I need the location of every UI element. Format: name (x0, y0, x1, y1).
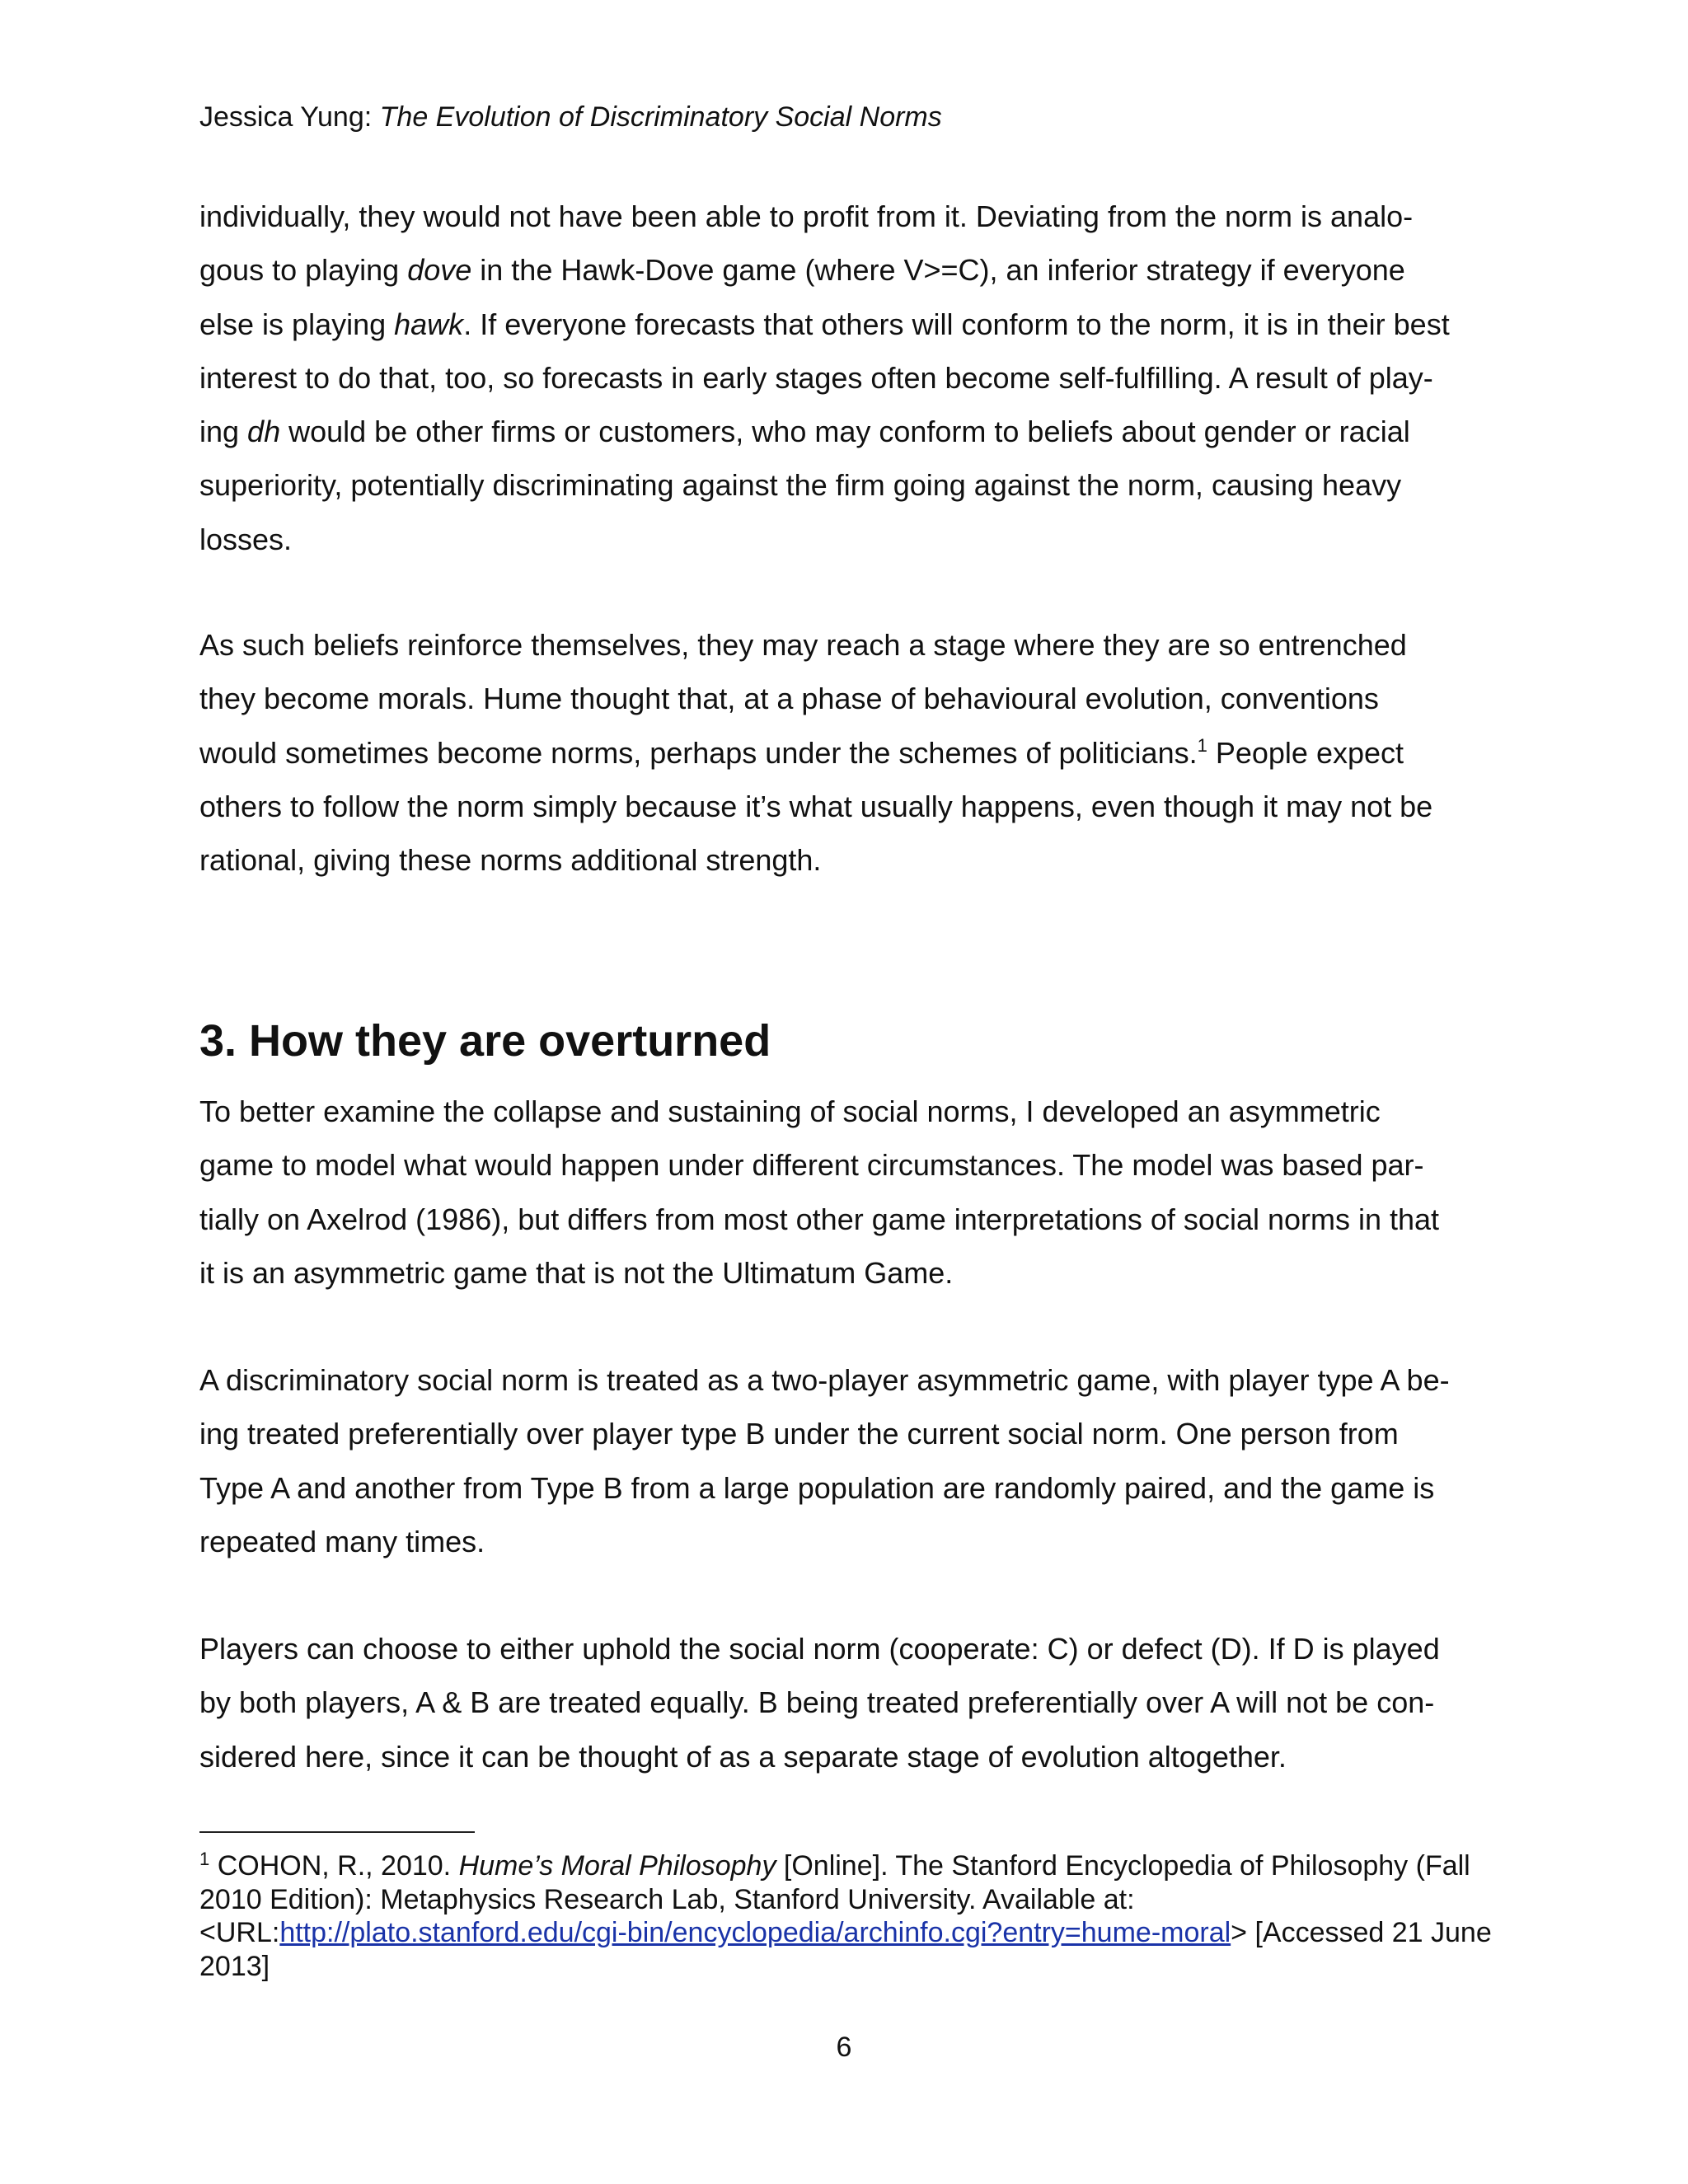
header-title: The Evolution of Discriminatory Social Norms (379, 101, 942, 133)
text-line: individually, they would not have been able to profit from it. Deviating from the norm is analo- (199, 199, 1414, 233)
footnote-text: > [Accessed 21 June 2013] (199, 1917, 1492, 1982)
text-line: by both players, A & B are treated equally. B being treated preferentially over A will not be con- (199, 1685, 1435, 1720)
text-line: Players can choose to either uphold the social norm (cooperate: C) or defect (D). If D is played (199, 1632, 1440, 1666)
paragraph-hume-morals (199, 618, 1490, 887)
text-line: ing treated preferentially over player type B under the current social norm. One person from (199, 1417, 1399, 1451)
text-line: sidered here, since it can be thought of as a separate stage of evolution altogether. (199, 1739, 1287, 1774)
paragraph-hawk-dove (199, 190, 1490, 566)
text-line: A discriminatory social norm is treated as a two-player asymmetric game, with player type A be- (199, 1363, 1450, 1397)
text-line: else is playing hawk. If everyone forecasts that others will conform to the norm, it is in their best (199, 307, 1450, 341)
emphasis-hawk: hawk (394, 307, 464, 341)
text-line: gous to playing dove in the Hawk-Dove game (where V>=C), an inferior strategy if everyone (199, 253, 1405, 288)
text-line: it is an asymmetric game that is not the Ultimatum Game. (199, 1255, 954, 1290)
text-line: ing dh would be other firms or customers, who may conform to beliefs about gender or racial (199, 415, 1410, 449)
paragraph-model-intro (199, 1085, 1490, 1300)
footnote-book-title: Hume’s Moral Philosophy (458, 1850, 776, 1882)
text-line: losses. (199, 522, 293, 556)
text-line: tially on Axelrod (1986), but differs from most other game interpretations of social norms in that (199, 1202, 1440, 1236)
text-line: repeated many times. (199, 1524, 485, 1558)
footnote-link[interactable]: http://plato.stanford.edu/cgi-bin/encyclopedia/archinfo.cgi?entry=hume-moral (279, 1917, 1231, 1948)
text-line: As such beliefs reinforce themselves, they may reach a stage where they are so entrenched (199, 628, 1407, 662)
running-header (199, 97, 942, 137)
text-line: would sometimes become norms, perhaps under the schemes of politicians.$^1$ People expect (199, 734, 1404, 770)
text-line: they become morals. Hume thought that, at a phase of behavioural evolution, conventions (199, 682, 1379, 716)
section-heading: 3. How they are overturned (199, 1016, 771, 1066)
paragraph-strategies (199, 1622, 1490, 1783)
text-line: rational, giving these norms additional strength. (199, 843, 822, 878)
footnote-marker: 1 (199, 1849, 210, 1869)
text-line: game to model what would happen under different circumstances. The model was based par- (199, 1148, 1424, 1183)
emphasis-dh: dh (247, 415, 281, 449)
text-line: interest to do that, too, so forecasts in early stages often become self-fulfilling. A result of play- (199, 360, 1433, 395)
header-author: Jessica Yung: (199, 101, 380, 133)
paragraph-game-definition (199, 1353, 1490, 1568)
footnote-text: COHON, R., 2010. (209, 1850, 459, 1882)
text-line: To better examine the collapse and sustaining of social norms, I developed an asymmetric (199, 1094, 1381, 1128)
emphasis-dove: dove (407, 253, 472, 288)
footnote-text: [Online]. The Stanford Encyclopedia of Philosophy (Fall 2010 Edition): Metaphysics Research Lab, Stanford University. Available at: <URL: (199, 1850, 1470, 1948)
footnote (199, 1849, 1502, 1983)
text-line: others to follow the norm simply because it’s what usually happens, even though it may not be (199, 789, 1433, 823)
text-line: Type A and another from Type B from a large population are randomly paired, and the game is (199, 1470, 1435, 1505)
text-line: superiority, potentially discriminating against the firm going against the norm, causing heavy (199, 468, 1402, 503)
footnote-divider (199, 1831, 475, 1833)
page-number: 6 (836, 2032, 852, 2063)
footnote-reference[interactable]: 1 (1197, 734, 1207, 756)
